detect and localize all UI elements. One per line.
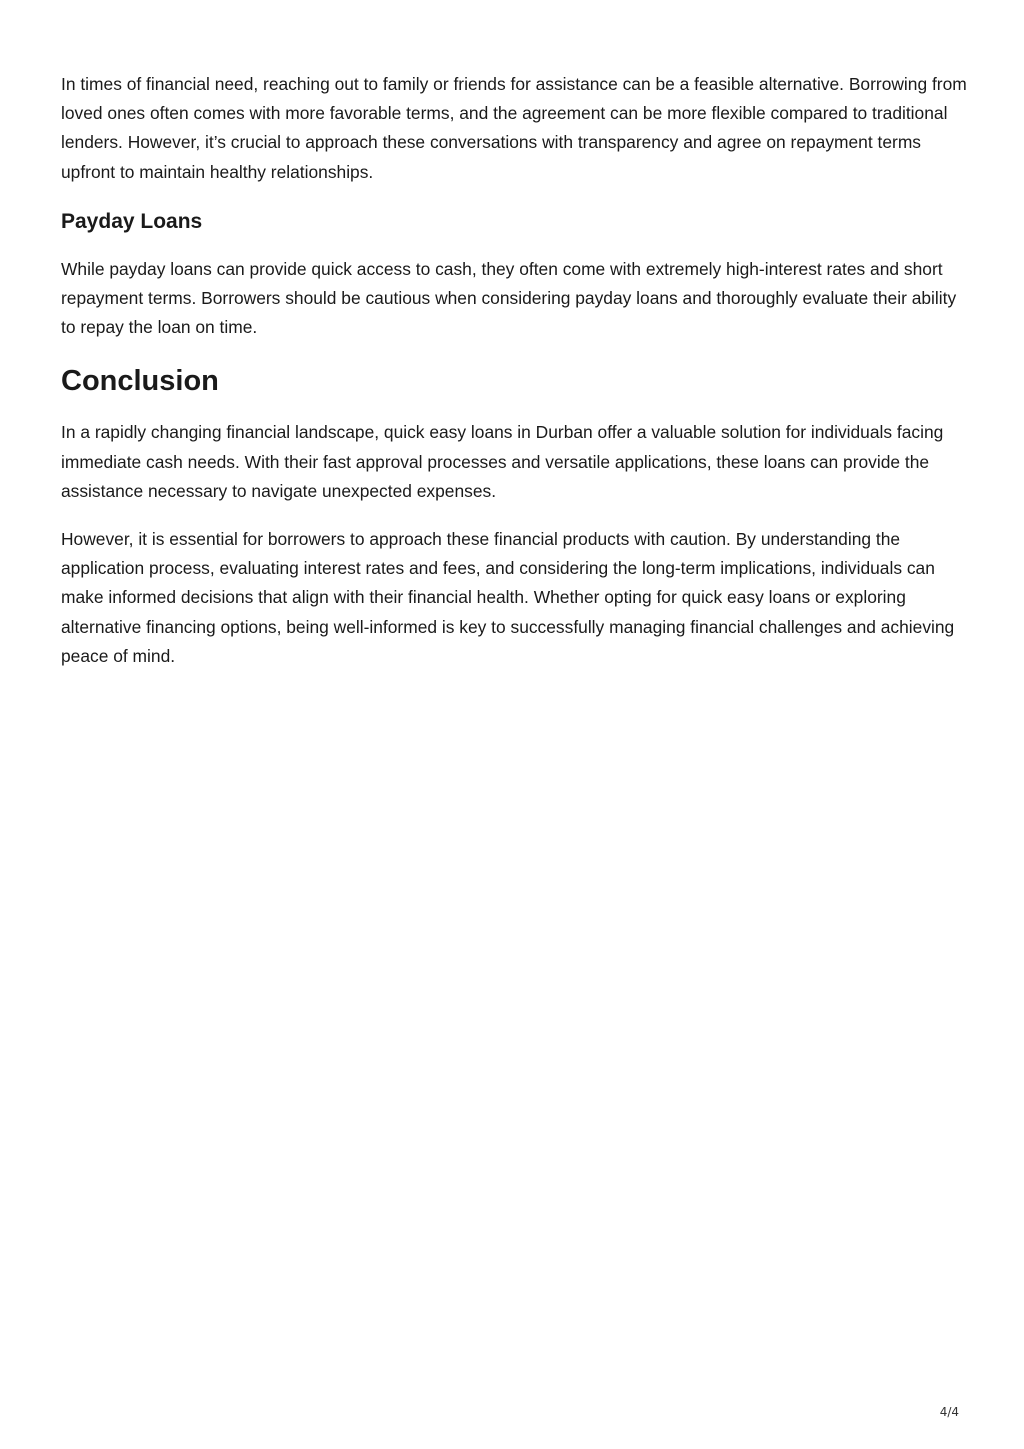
paragraph-family-friends: In times of financial need, reaching out to family or friends for assistance can be a feasible alternative. Borrowing from loved ones often comes with more favorable terms, and the agreement can be more flexible compared to traditional lenders. However, it’s crucial to approach these conversations with transparency and agree on repayment terms upfront to maintain healthy relationships.: [61, 74, 967, 182]
paragraph-payday-loans: While payday loans can provide quick access to cash, they often come with extremely high-interest rates and short repayment terms. Borrowers should be cautious when considering payday loans and thoroughly evaluate their ability to repay the loan on time.: [61, 258, 957, 338]
paragraph-conclusion-1: In a rapidly changing financial landscape, quick easy loans in Durban offer a valuable solution for individuals facing immediate cash needs. With their fast approval processes and versatile applications, these loans can provide the assistance necessary to navigate unexpected expenses.: [61, 422, 944, 501]
document-body: [61, 70, 971, 671]
page-number: 4/4: [939, 1405, 959, 1419]
paragraph-conclusion-2: However, it is essential for borrowers to approach these financial products with caution. By understanding the application process, evaluating interest rates and fees, and considering the long-term implications, individuals can make informed decisions that align with their financial health. Whether opting for quick easy loans or exploring alternative financing options, being well-informed is key to successfully managing financial challenges and achieving peace of mind.: [61, 529, 955, 666]
heading-payday-loans: Payday Loans: [61, 209, 203, 233]
heading-conclusion: Conclusion: [61, 365, 219, 398]
